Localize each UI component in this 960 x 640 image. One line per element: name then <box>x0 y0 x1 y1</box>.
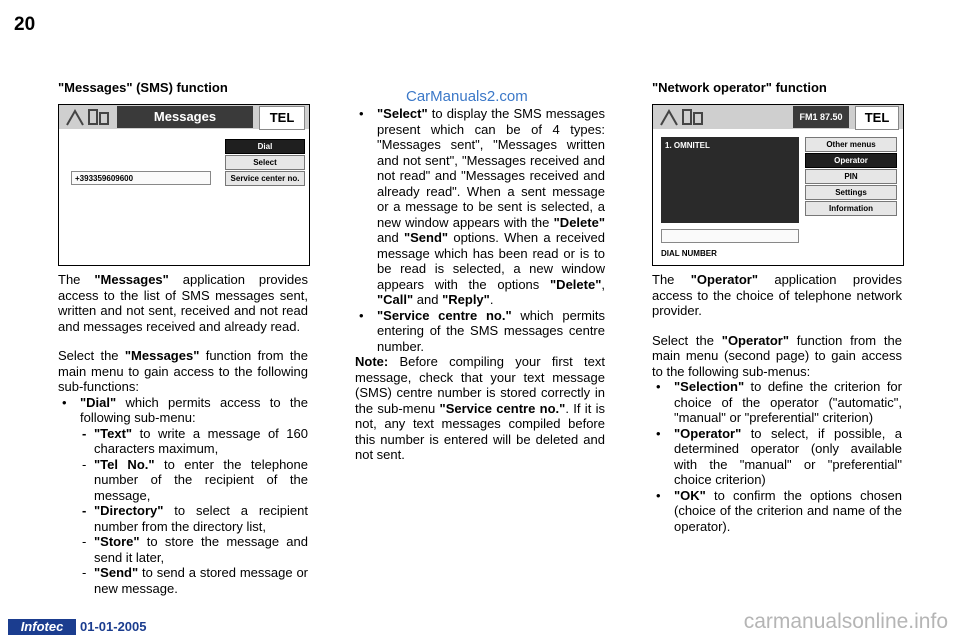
list-item-service-centre: • "Service centre no." which permits entering of the SMS messages centre number. <box>355 308 605 355</box>
operator-name: 1. OMNITEL <box>665 141 710 150</box>
list-item: - "Text" to write a message of 160 characters maximum, <box>80 426 308 457</box>
messages-screen <box>58 104 310 266</box>
messages-subfunctions <box>58 395 308 597</box>
menu-operator[interactable]: Operator <box>805 153 897 168</box>
operator-select: Select the "Operator" function from the main menu (second page) to gain access to the following sub-menus: <box>652 332 902 379</box>
menu-service-center[interactable]: Service center no. <box>225 171 305 186</box>
operator-screen <box>652 104 904 266</box>
right-text <box>652 272 902 534</box>
list-item: - "Send" to send a stored message or new message. <box>80 565 308 596</box>
screen-title-messages: Messages <box>117 106 253 128</box>
note-paragraph: Note: Before compiling your first text message, check that your text message (SMS) centre number is stored correctly in the sub-menu "Service centre no.". If it is not, any text messages compiled before this number is entered will be deleted and not sent. <box>355 354 606 462</box>
menu-pin[interactable]: PIN <box>805 169 897 184</box>
messages-select: Select the "Messages" function from the main menu to gain access to the following sub-functions: <box>58 348 308 394</box>
antenna-phone-icon <box>63 107 111 127</box>
tel-label: TEL <box>259 106 305 130</box>
operator-intro: The "Operator" application provides access to the choice of telephone network provider. <box>652 272 902 318</box>
dial-number-label: DIAL NUMBER <box>661 249 717 258</box>
messages-heading: "Messages" (SMS) function <box>58 80 228 95</box>
menu-dial[interactable]: Dial <box>225 139 305 154</box>
antenna-phone-icon <box>657 107 705 127</box>
list-item-select: • "Select" to display the SMS messages present which can be of 4 types: "Messages sent", "Messages written and not sent", "Messages received and not read" and "Messages received and already read". When a sent message or a message to be sent is selected, a new window appears with the "Delete" and "Send" options. When a received message which has been read or is to be read is selected, a new window appears with the options "Delete", "Call" and "Reply". <box>355 106 605 308</box>
operator-submenus <box>652 379 902 534</box>
footer-site: carmanualsonline.info <box>743 610 948 633</box>
infotec-logo: Infotec <box>8 619 76 635</box>
footer-date: 01-01-2005 <box>80 619 147 634</box>
list-item: - "Store" to store the message and send it later, <box>80 534 308 565</box>
watermark: CarManuals2.com <box>406 88 528 105</box>
middle-text <box>355 106 605 463</box>
sms-number-field: +393359609600 <box>71 171 211 185</box>
menu-select[interactable]: Select <box>225 155 305 170</box>
network-operator-heading: "Network operator" function <box>652 80 827 95</box>
operator-name-panel <box>661 137 799 223</box>
messages-subfunctions-cont <box>355 106 605 354</box>
dial-submenu <box>80 426 308 597</box>
list-item-selection: • "Selection" to define the criterion for choice of the operator ("automatic", "manual" or "preferential" criterion) <box>652 379 902 426</box>
tel-label: TEL <box>855 106 899 130</box>
list-item: - "Directory" to select a recipient number from the directory list, <box>80 503 308 534</box>
menu-information[interactable]: Information <box>805 201 897 216</box>
radio-frequency: FM1 87.50 <box>793 106 849 128</box>
list-item-ok: • "OK" to confirm the options chosen (choice of the criterion and name of the operator). <box>652 488 902 535</box>
left-text <box>58 272 308 596</box>
list-item: - "Tel No." to enter the telephone number of the recipient of the message, <box>80 457 308 504</box>
list-item-operator: • "Operator" to select, if possible, a determined operator (only available with the "manual" or "preferential" choice criterion) <box>652 426 902 488</box>
menu-settings[interactable]: Settings <box>805 185 897 200</box>
dial-number-field <box>661 229 799 243</box>
list-item-dial: • "Dial" which permits access to the following sub-menu: - "Text" to write a message of 160 characters maximum, - "Tel No." to enter the telephone number of the recipient of the message, - "Directory" to select a recipient number from the directory list, - "Store" to store the message and send it later, - "Send" to send a stored message or new message. <box>58 395 308 597</box>
page-number: 20 <box>14 14 36 35</box>
messages-intro: The "Messages" application provides access to the list of SMS messages sent, written and not sent, received and not read and messages received and already read. <box>58 272 308 334</box>
menu-other-menus[interactable]: Other menus <box>805 137 897 152</box>
